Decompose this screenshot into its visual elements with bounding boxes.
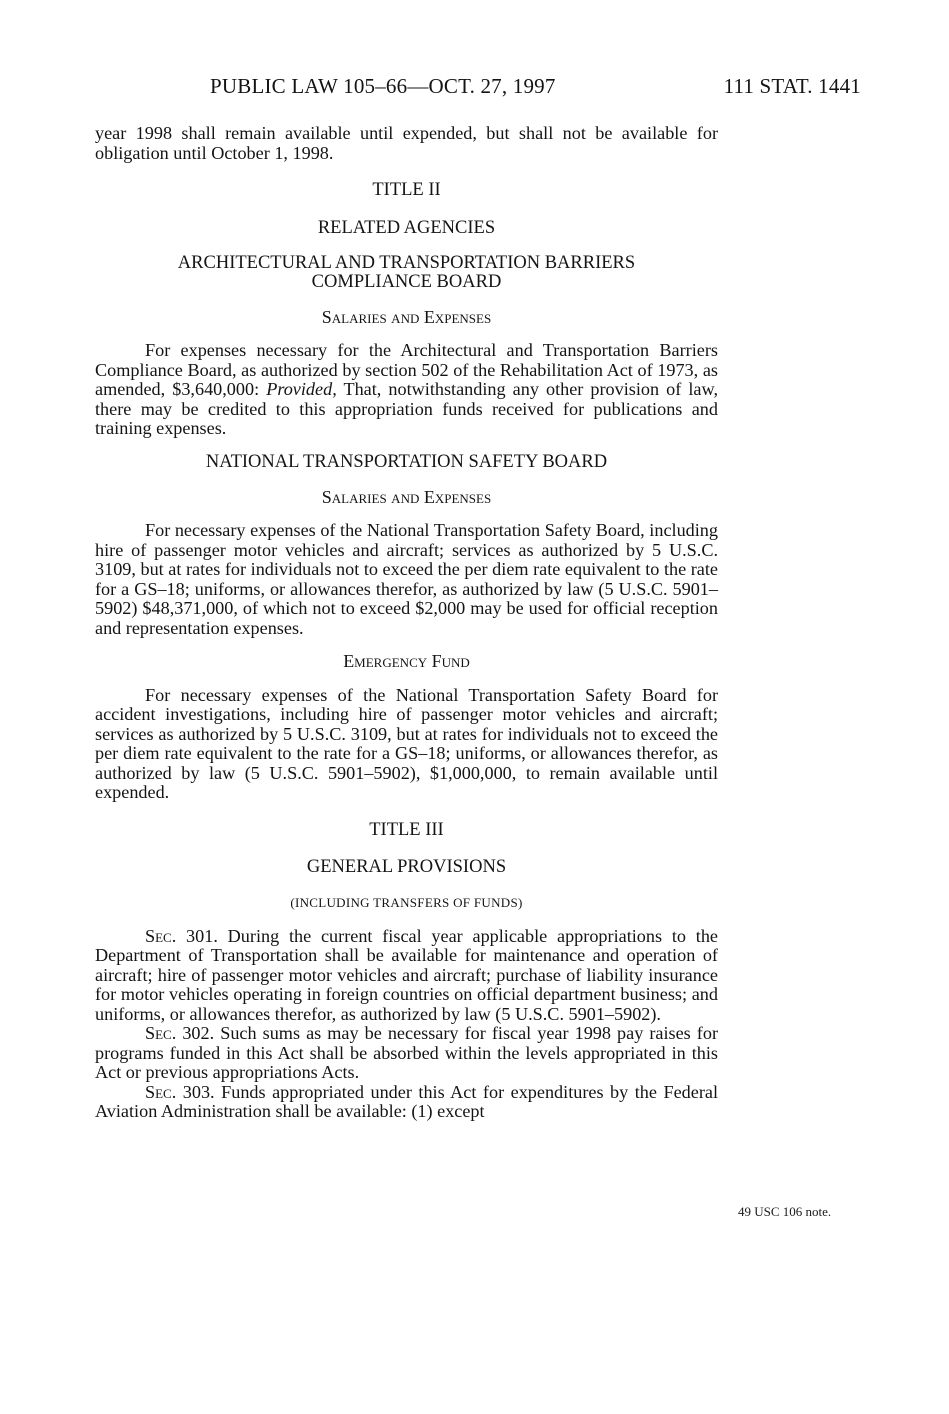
body-column: [95, 124, 718, 1122]
atbcb-text-before: For expenses necessary for the Architectural and Transportation Barriers Compliance Board, as authorized by section 502 of the Rehabilitation Act of 1973, as amended, $3,640,000:: [95, 340, 718, 399]
section-301: [95, 927, 718, 1025]
atbcb-paragraph: [95, 341, 718, 439]
margin-note: 49 USC 106 note.: [738, 1204, 832, 1219]
atbcb-agency-line-1: ARCHITECTURAL AND TRANSPORTATION BARRIERS: [177, 252, 636, 273]
atbcb-text-after: That, notwithstanding any other provision of law, there may be credited to this appropriation funds received for publications and training expenses.: [95, 379, 718, 438]
ntsb-salaries-heading: Salaries and Expenses: [321, 486, 492, 507]
atbcb-section-heading: Salaries and Expenses: [321, 306, 492, 327]
section-301-text: During the current fiscal year applicable appropriations to the Department of Transportation shall be available for maintenance and operation of aircraft; hire of passenger motor vehicles and aircraft; purchase of liability insurance for motor vehicles operating in foreign countries on official department business; and uniforms, or allowances therefor, as authorized by law (5 U.S.C. 5901–5902).: [95, 925, 718, 1024]
title-ii-heading: TITLE II: [372, 180, 441, 200]
ntsb-agency-heading: NATIONAL TRANSPORTATION SAFETY BOARD: [205, 451, 608, 472]
general-provisions-heading: GENERAL PROVISIONS: [306, 857, 507, 877]
title-iii-heading: TITLE III: [369, 819, 444, 840]
ntsb-emergency-paragraph: For necessary expenses of the National Transportation Safety Board for accident investigations, including hire of passenger motor vehicles and aircraft; services as authorized by 5 U.S.C. 3109, but at rates for individuals not to exceed the per diem rate equivalent to the rate for a GS–18; uniforms, or allowances therefor, as authorized by law (5 U.S.C. 5901–5902), $1,000,000, to remain available until expended.: [95, 684, 718, 802]
ntsb-salaries-paragraph: For necessary expenses of the National Transportation Safety Board, including hire of passenger motor vehicles and aircraft; services as authorized by 5 U.S.C. 3109, but at rates for individuals not to exceed the per diem rate equivalent to the rate for a GS–18; uniforms, or allowances therefor, as authorized by law (5 U.S.C. 5901–5902) $48,371,000, of which not to exceed $2,000 may be used for official reception and representation expenses.: [95, 520, 718, 638]
running-header-right: 111 STAT. 1441: [723, 74, 861, 98]
ntsb-emergency-heading: Emergency Fund: [343, 651, 470, 671]
atbcb-provided: Provided,: [266, 379, 337, 399]
section-302-label: Sec. 302.: [145, 1023, 215, 1043]
section-303-text: Funds appropriated under this Act for expenditures by the Federal Aviation Administration shall be available: (1) except: [95, 1081, 718, 1121]
atbcb-agency-heading: [95, 254, 718, 292]
section-301-label: Sec. 301.: [145, 925, 218, 946]
section-302-text: Such sums as may be necessary for fiscal year 1998 pay raises for programs funded in this Act shall be absorbed within the levels appropriated in this Act or previous appropriations Acts.: [95, 1023, 718, 1082]
section-303: [95, 1083, 718, 1122]
section-302: [95, 1024, 718, 1083]
section-303-label: Sec. 303.: [145, 1081, 215, 1102]
related-agencies-heading: RELATED AGENCIES: [317, 217, 496, 238]
continuation-paragraph: year 1998 shall remain available until expended, but shall not be available for obligation until October 1, 1998.: [95, 123, 718, 163]
running-header-left: PUBLIC LAW 105–66—OCT. 27, 1997: [210, 74, 556, 98]
atbcb-agency-line-2: COMPLIANCE BOARD: [311, 271, 502, 292]
transfers-note: (INCLUDING TRANSFERS OF FUNDS): [290, 895, 523, 910]
